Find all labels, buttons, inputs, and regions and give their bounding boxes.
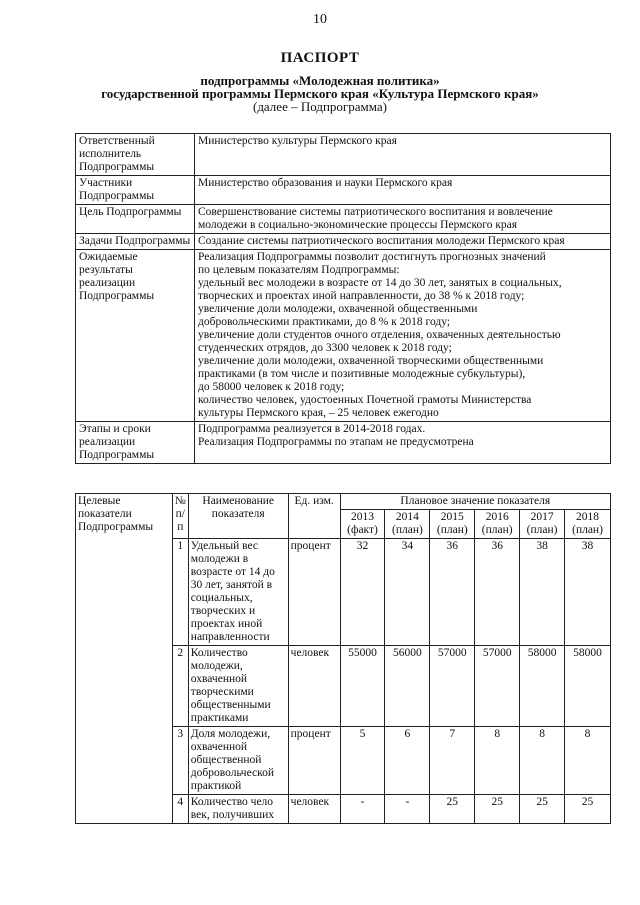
passport-value-line: увеличение доли студентов очного отделения, охваченных деятельностью <box>198 329 561 341</box>
passport-row <box>76 250 611 422</box>
passport-label: Ожидаемые результаты реализации Подпрограммы <box>76 250 195 422</box>
indicator-name: Количество молодежи, охваченной творческими общественными практиками <box>188 646 288 727</box>
indicator-value: 25 <box>430 795 475 824</box>
indicator-value: 58000 <box>520 646 565 727</box>
indicator-value: - <box>385 795 430 824</box>
passport-value-line: Реализация Подпрограммы позволит достигнуть прогнозных значений <box>198 251 546 263</box>
indicator-value: 58000 <box>565 646 611 727</box>
subtitle-line-3: (далее – Подпрограмма) <box>252 99 387 114</box>
passport-value-line: Создание системы патриотического воспитания молодежи Пермского края <box>198 235 565 247</box>
passport-label: Этапы и сроки реализации Подпрограммы <box>76 422 195 464</box>
year-header <box>475 510 520 539</box>
document-title: ПАСПОРТ <box>280 50 360 66</box>
indicators-table <box>75 493 611 824</box>
indicator-value: 36 <box>430 539 475 646</box>
passport-value-line: Подпрограмма реализуется в 2014-2018 годах. <box>198 423 426 435</box>
year-note: (план) <box>481 524 513 536</box>
passport-table <box>75 133 611 464</box>
passport-label: Ответственный исполнитель Подпрограммы <box>76 134 195 176</box>
year-header <box>340 510 385 539</box>
year-label: 2018 <box>576 511 600 523</box>
year-note: (план) <box>436 524 468 536</box>
year-note: (план) <box>572 524 603 536</box>
passport-value <box>195 205 611 234</box>
subtitle-line-1: подпрограммы «Молодежная политика» <box>200 73 440 88</box>
row-number: 1 <box>172 539 188 646</box>
passport-value <box>195 176 611 205</box>
passport-label: Участники Подпрограммы <box>76 176 195 205</box>
indicator-value: 25 <box>520 795 565 824</box>
indicator-unit: человек <box>288 646 340 727</box>
indicator-name: Количество чело век, получивших <box>188 795 288 824</box>
row-number: 3 <box>172 727 188 795</box>
passport-row <box>76 422 611 464</box>
passport-row <box>76 205 611 234</box>
passport-value-line: добровольческими практиками, до 8 % к 2018 году; <box>198 316 451 328</box>
indicator-unit: человек <box>288 795 340 824</box>
indicator-value: 56000 <box>385 646 430 727</box>
passport-value-line: студенческих отрядов, до 3300 человек к 2018 году; <box>198 342 452 354</box>
indicator-value: 57000 <box>430 646 475 727</box>
passport-value-line: увеличение доли молодежи, охваченной общественными <box>198 303 478 315</box>
passport-value <box>195 134 611 176</box>
year-header <box>385 510 430 539</box>
passport-value-line: молодежи в социально-экономические процессы Пермского края <box>198 219 518 231</box>
year-note: (план) <box>392 524 423 536</box>
indicator-value: 57000 <box>475 646 520 727</box>
passport-value-line: Реализация Подпрограммы по этапам не предусмотрена <box>198 436 474 448</box>
passport-label: Цель Подпрограммы <box>76 205 195 234</box>
indicator-value: 8 <box>520 727 565 795</box>
passport-value-line: практиками (в том числе и позитивные молодежные субкультуры), <box>198 368 526 380</box>
passport-value-line: удельный вес молодежи в возрасте от 14 до 30 лет, занятых в социальных, <box>198 277 562 289</box>
indicator-value: 55000 <box>340 646 385 727</box>
passport-value-line: до 58000 человек к 2018 году; <box>198 381 345 393</box>
indicator-value: 7 <box>430 727 475 795</box>
passport-value-line: по целевым показателям Подпрограммы: <box>198 264 400 276</box>
page-number: 10 <box>313 12 327 27</box>
indicators-header-row <box>76 494 611 510</box>
row-number: 4 <box>172 795 188 824</box>
passport-value-line: культуры Пермского края, – 25 человек ежегодно <box>198 407 439 419</box>
year-label: 2015 <box>440 511 464 523</box>
document-subtitle <box>40 74 600 113</box>
indicator-value: 34 <box>385 539 430 646</box>
indicator-value: 38 <box>520 539 565 646</box>
passport-value <box>195 234 611 250</box>
indicator-value: 38 <box>565 539 611 646</box>
passport-value <box>195 422 611 464</box>
year-note: (план) <box>526 524 558 536</box>
year-label: 2017 <box>530 511 554 523</box>
passport-label: Задачи Подпрограммы <box>76 234 195 250</box>
passport-value-line: Министерство образования и науки Пермского края <box>198 177 453 189</box>
year-label: 2013 <box>351 511 375 523</box>
indicator-value: 25 <box>475 795 520 824</box>
passport-value <box>195 250 611 422</box>
year-header <box>430 510 475 539</box>
passport-value-line: Министерство культуры Пермского края <box>198 135 397 147</box>
indicator-value: 8 <box>475 727 520 795</box>
indicator-value: 8 <box>565 727 611 795</box>
col-plan-header: Плановое значение показателя <box>340 494 610 510</box>
indicator-value: 32 <box>340 539 385 646</box>
year-note: (факт) <box>347 524 378 536</box>
passport-row <box>76 134 611 176</box>
indicator-value: 36 <box>475 539 520 646</box>
indicator-value: 6 <box>385 727 430 795</box>
passport-value-line: Совершенствование системы патриотического воспитания и вовлечение <box>198 206 553 218</box>
indicator-unit: процент <box>288 539 340 646</box>
row-number: 2 <box>172 646 188 727</box>
year-label: 2014 <box>395 511 419 523</box>
indicator-name: Удельный вес молодежи в возрасте от 14 до 30 лет, занятой в социальных, творческих и проектах иной направленности <box>188 539 288 646</box>
passport-row <box>76 234 611 250</box>
indicator-name: Доля молодежи, охваченной общественной добровольческой практикой <box>188 727 288 795</box>
passport-row <box>76 176 611 205</box>
col-name-header: Наименование показателя <box>188 494 288 539</box>
year-label: 2016 <box>485 511 509 523</box>
year-header <box>565 510 611 539</box>
passport-value-line: количество человек, удостоенных Почетной грамоты Министерства <box>198 394 532 406</box>
passport-value-line: увеличение доли молодежи, охваченной творческими общественными <box>198 355 544 367</box>
indicator-value: 25 <box>565 795 611 824</box>
subtitle-line-2: государственной программы Пермского края «Культура Пермского края» <box>101 86 539 101</box>
passport-value-line: творческих и проектах иной направленности, до 38 % к 2018 году; <box>198 290 525 302</box>
year-header <box>520 510 565 539</box>
col-num-header: № п/п <box>172 494 188 539</box>
indicator-value: - <box>340 795 385 824</box>
indicators-section-label: Целевые показатели Подпрограммы <box>76 494 173 824</box>
col-unit-header: Ед. изм. <box>288 494 340 539</box>
indicator-value: 5 <box>340 727 385 795</box>
indicator-unit: процент <box>288 727 340 795</box>
